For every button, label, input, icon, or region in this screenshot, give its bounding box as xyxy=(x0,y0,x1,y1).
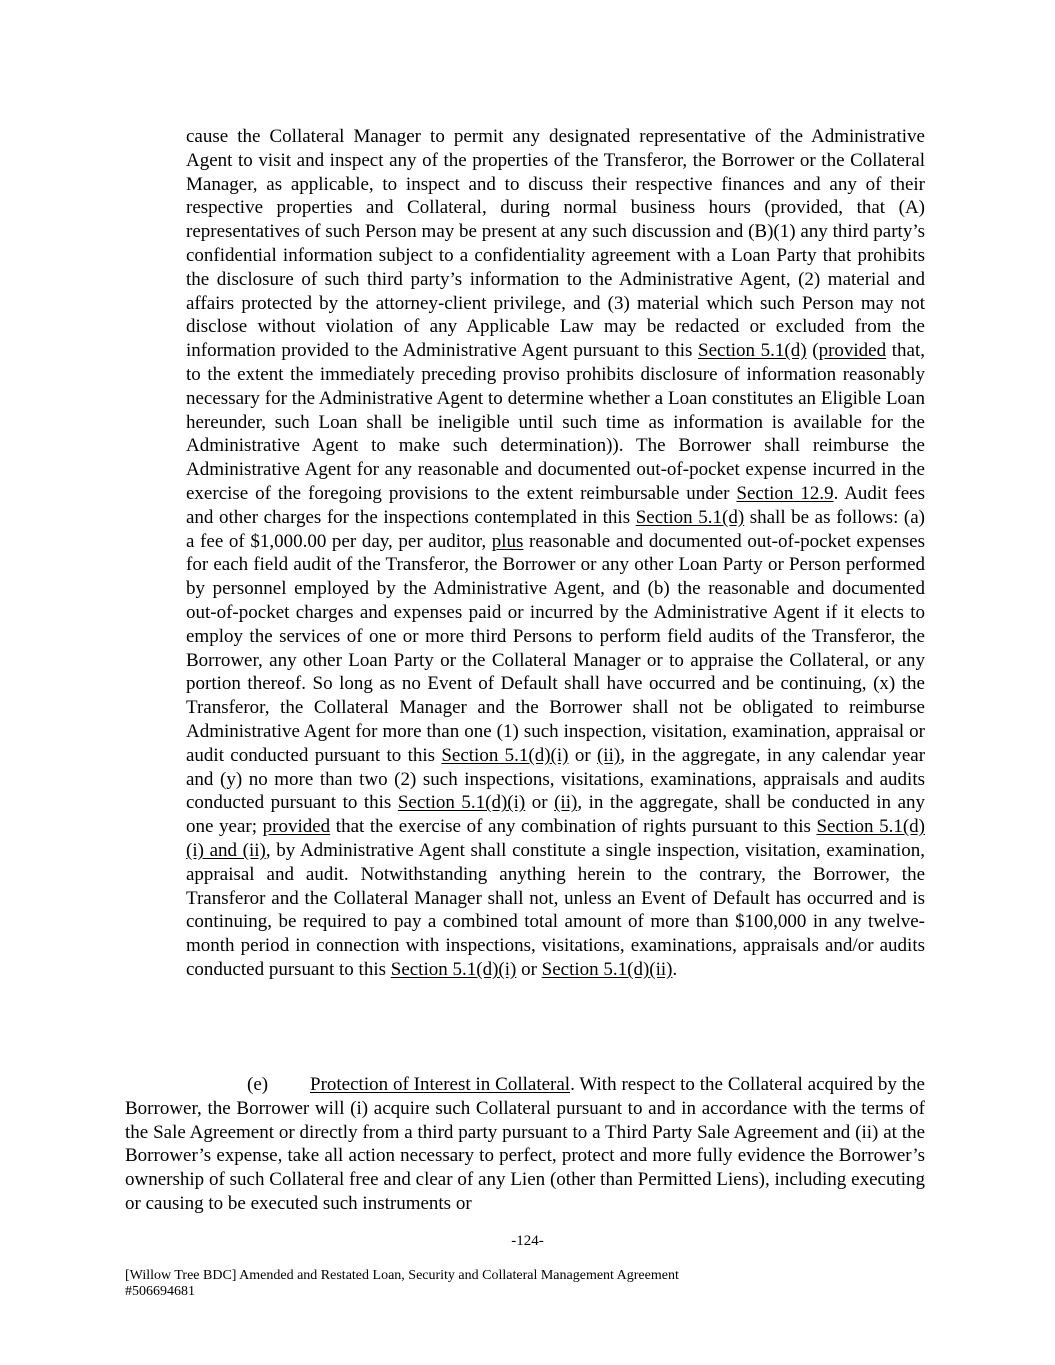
text-run: , by Administrative Agent shall constitute a single inspection, visitation, examination, appraisal and audit. Notwithstanding anything herein to the contrary, the Borrower, the Transferor and the Collateral Manager shall not, unless an Event of Default has occurred and is continuing, be required to pay a combined total amount of more than $100,000 in any twelve-month period in connection with inspections, visitations, examinations, appraisals and/or audits conducted pursuant to this xyxy=(186,839,925,980)
text-run: ( xyxy=(806,340,819,362)
text-run: , in the aggregate, shall be conducted in any one year; xyxy=(186,792,925,838)
text-run: . Audit fees and other charges for the inspections contemplated in this xyxy=(186,482,925,528)
footer-doc-id: #506694681 xyxy=(125,1284,195,1299)
section-reference: Section 12.9 xyxy=(736,482,834,504)
text-run: or xyxy=(568,744,597,766)
text-run: shall be as follows: (a) a fee of $1,000.00 per day, per auditor, xyxy=(186,506,925,552)
section-reference: Section 5.1(d)(i) and (ii) xyxy=(186,816,925,861)
section-reference: Section 5.1(d) xyxy=(698,340,807,362)
text-run: reasonable and documented out-of-pocket expenses for each field audit of the Transferor, the Borrower or any other Loan Party or Person performed by personnel employed by the Administrative Agent, and (b) the reasonable and documented out-of-pocket charges and expenses paid or incurred by the Administrative Agent if it elects to employ the services of one or more third Persons to perform field audits of the Transferor, the Borrower, any other Loan Party or the Collateral Manager or to appraise the Collateral, or any portion thereof. So long as no Event of Default shall have occurred and be continuing, (x) the Transferor, the Collateral Manager and the Borrower shall not be obligated to reimburse Administrative Agent for more than one (1) such inspection, visitation, examination, appraisal or audit conducted pursuant to this xyxy=(186,530,926,766)
emphasis-term: plus xyxy=(491,530,524,552)
clause-heading: Protection of Interest in Collateral xyxy=(310,1074,571,1095)
text-run: . With respect to the Collateral acquired by the Borrower, the Borrower will (i) acquire such Collateral pursuant to and in accordance with the terms of the Sale Agreement or directly from a third party pursuant to a Third Party Sale Agreement and (ii) at the Borrower’s expense, take all action necessary to perfect, protect and more fully evidence the Borrower’s ownership of such Collateral free and clear of any Lien (other than Permitted Liens), including executing or causing to be executed such instruments or xyxy=(125,1074,925,1214)
text-run: that, to the extent the immediately preceding proviso prohibits disclosure of information reasonably necessary for the Administrative Agent to determine whether a Loan constitutes an Eligible Loan hereunder, such Loan shall be ineligible until such time as information is available for the Administrative Agent to make such determination)). The Borrower shall reimburse the Administrative Agent for any reasonable and documented out-of-pocket expense incurred in the exercise of the foregoing provisions to the extent reimbursable under xyxy=(186,340,925,504)
section-reference: (ii) xyxy=(554,792,578,814)
footer-title: [Willow Tree BDC] Amended and Restated Loan, Security and Collateral Management Agreement xyxy=(125,1268,679,1283)
page-number: -124- xyxy=(511,1233,544,1249)
document-footer xyxy=(125,1268,679,1300)
section-reference: Section 5.1(d)(i) xyxy=(390,958,517,980)
emphasis-term: provided xyxy=(818,340,887,362)
clause-marker: (e) xyxy=(247,1074,269,1095)
section-reference: (ii) xyxy=(596,744,621,766)
text-run: , in the aggregate, in any calendar year and (y) no more than two (2) such inspections, visitations, examinations, appraisals and audits conducted pursuant to this xyxy=(186,744,926,814)
text-run: cause the Collateral Manager to permit any designated representative of the Administrative Agent to visit and inspect any of the properties of the Transferor, the Borrower or the Collateral Manager, as applicable, to inspect and to discuss their respective finances and any of their respective properties and Collateral, during normal business hours (provided, that (A) representatives of such Person may be present at any such discussion and (B)(1) any third party’s confidential information subject to a confidentiality agreement with a Loan Party that prohibits the disclosure of such third party’s information to the Administrative Agent, (2) material and affairs protected by the attorney-client privilege, and (3) material which such Person may not disclose without violation of any Applicable Law may be redacted or excluded from the information provided to the Administrative Agent pursuant to this xyxy=(186,126,925,362)
paragraph-protection-of-interest xyxy=(125,1073,925,1216)
section-reference: Section 5.1(d)(i) xyxy=(397,792,526,814)
text-run: or xyxy=(516,958,542,980)
paragraph-inspection-rights xyxy=(186,125,925,982)
section-reference: Section 5.1(d)(i) xyxy=(441,744,569,766)
text-run: or xyxy=(525,792,555,814)
text-run: . xyxy=(672,958,678,980)
section-reference: Section 5.1(d)(ii) xyxy=(541,958,673,980)
section-reference: Section 5.1(d) xyxy=(635,506,745,528)
text-run: that the exercise of any combination of rights pursuant to this xyxy=(330,816,817,838)
emphasis-term: provided xyxy=(262,816,331,838)
